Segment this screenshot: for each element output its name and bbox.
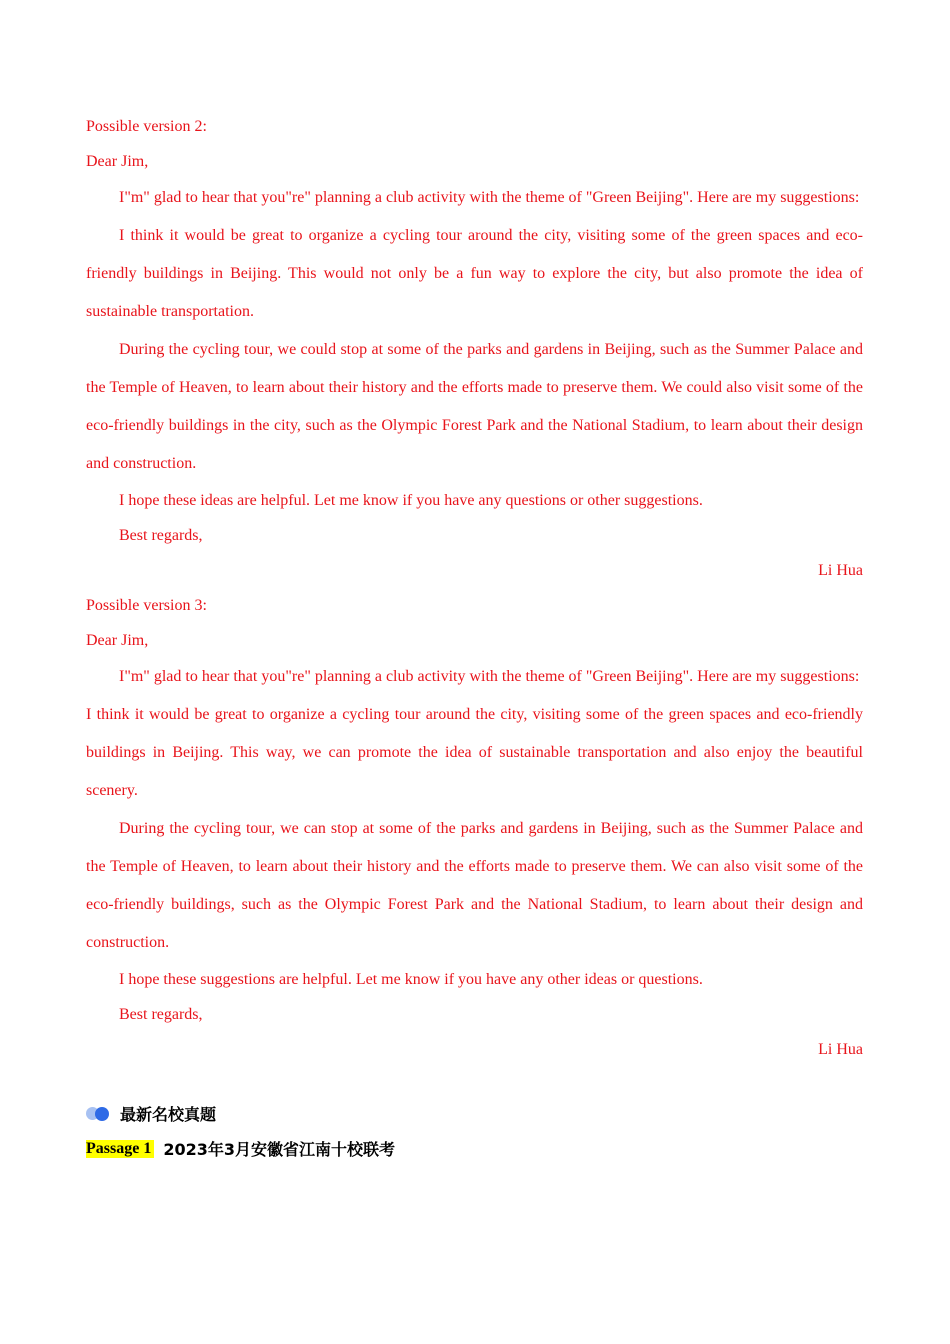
version-label: Possible version 3: bbox=[86, 597, 207, 614]
section-spacer bbox=[86, 1067, 863, 1096]
letter-paragraph: I"m" glad to hear that you"re" planning a club activity with the theme of "Green Beijing". Here are my suggestions: bbox=[119, 668, 860, 685]
passage-source: 2023年3月安徽省江南十校联考 bbox=[163, 1140, 395, 1159]
letter-paragraph: I think it would be great to organize a cycling tour around the city, visiting some of the green spaces and eco-friendly buildings in Beijing. This way, we can promote the idea of sustainable transportation and also enjoy the beautiful scenery. bbox=[86, 706, 863, 799]
letter-signature: Li Hua bbox=[818, 562, 863, 579]
version-2-block bbox=[86, 109, 863, 588]
letter-paragraph: During the cycling tour, we can stop at some of the parks and gardens in Beijing, such as the Summer Palace and the Temple of Heaven, to learn about their history and the efforts made to preserve them. We can also visit some of the eco-friendly buildings, such as the Olympic Forest Park and the National Stadium, to learn about their design and construction. bbox=[86, 820, 863, 951]
dots-icon bbox=[86, 1106, 110, 1122]
letter-signature: Li Hua bbox=[818, 1041, 863, 1058]
section-heading-text: 最新名校真题 bbox=[120, 1105, 217, 1124]
letter-greeting: Dear Jim, bbox=[86, 632, 149, 649]
letter-paragraph: I"m" glad to hear that you"re" planning a club activity with the theme of "Green Beijing". Here are my suggestions: bbox=[119, 189, 860, 206]
letter-closing: Best regards, bbox=[119, 527, 203, 544]
passage-header bbox=[86, 1131, 863, 1166]
document-page bbox=[86, 109, 863, 1166]
section-heading bbox=[86, 1096, 863, 1131]
letter-paragraph: I hope these ideas are helpful. Let me know if you have any questions or other suggestions. bbox=[119, 492, 703, 509]
letter-paragraph: During the cycling tour, we could stop at some of the parks and gardens in Beijing, such as the Summer Palace and the Temple of Heaven, to learn about their history and the efforts made to preserve them. We could also visit some of the eco-friendly buildings in the city, such as the Olympic Forest Park and the National Stadium, to learn about their design and construction. bbox=[86, 341, 863, 472]
letter-closing: Best regards, bbox=[119, 1006, 203, 1023]
letter-greeting: Dear Jim, bbox=[86, 153, 149, 170]
letter-paragraph: I think it would be great to organize a cycling tour around the city, visiting some of the green spaces and eco-friendly buildings in Beijing. This would not only be a fun way to explore the city, but also promote the idea of sustainable transportation. bbox=[86, 227, 863, 320]
passage-tag: Passage 1 bbox=[86, 1140, 154, 1158]
version-label: Possible version 2: bbox=[86, 118, 207, 135]
letter-paragraph: I hope these suggestions are helpful. Let me know if you have any other ideas or questions. bbox=[119, 971, 703, 988]
version-3-block bbox=[86, 588, 863, 1067]
